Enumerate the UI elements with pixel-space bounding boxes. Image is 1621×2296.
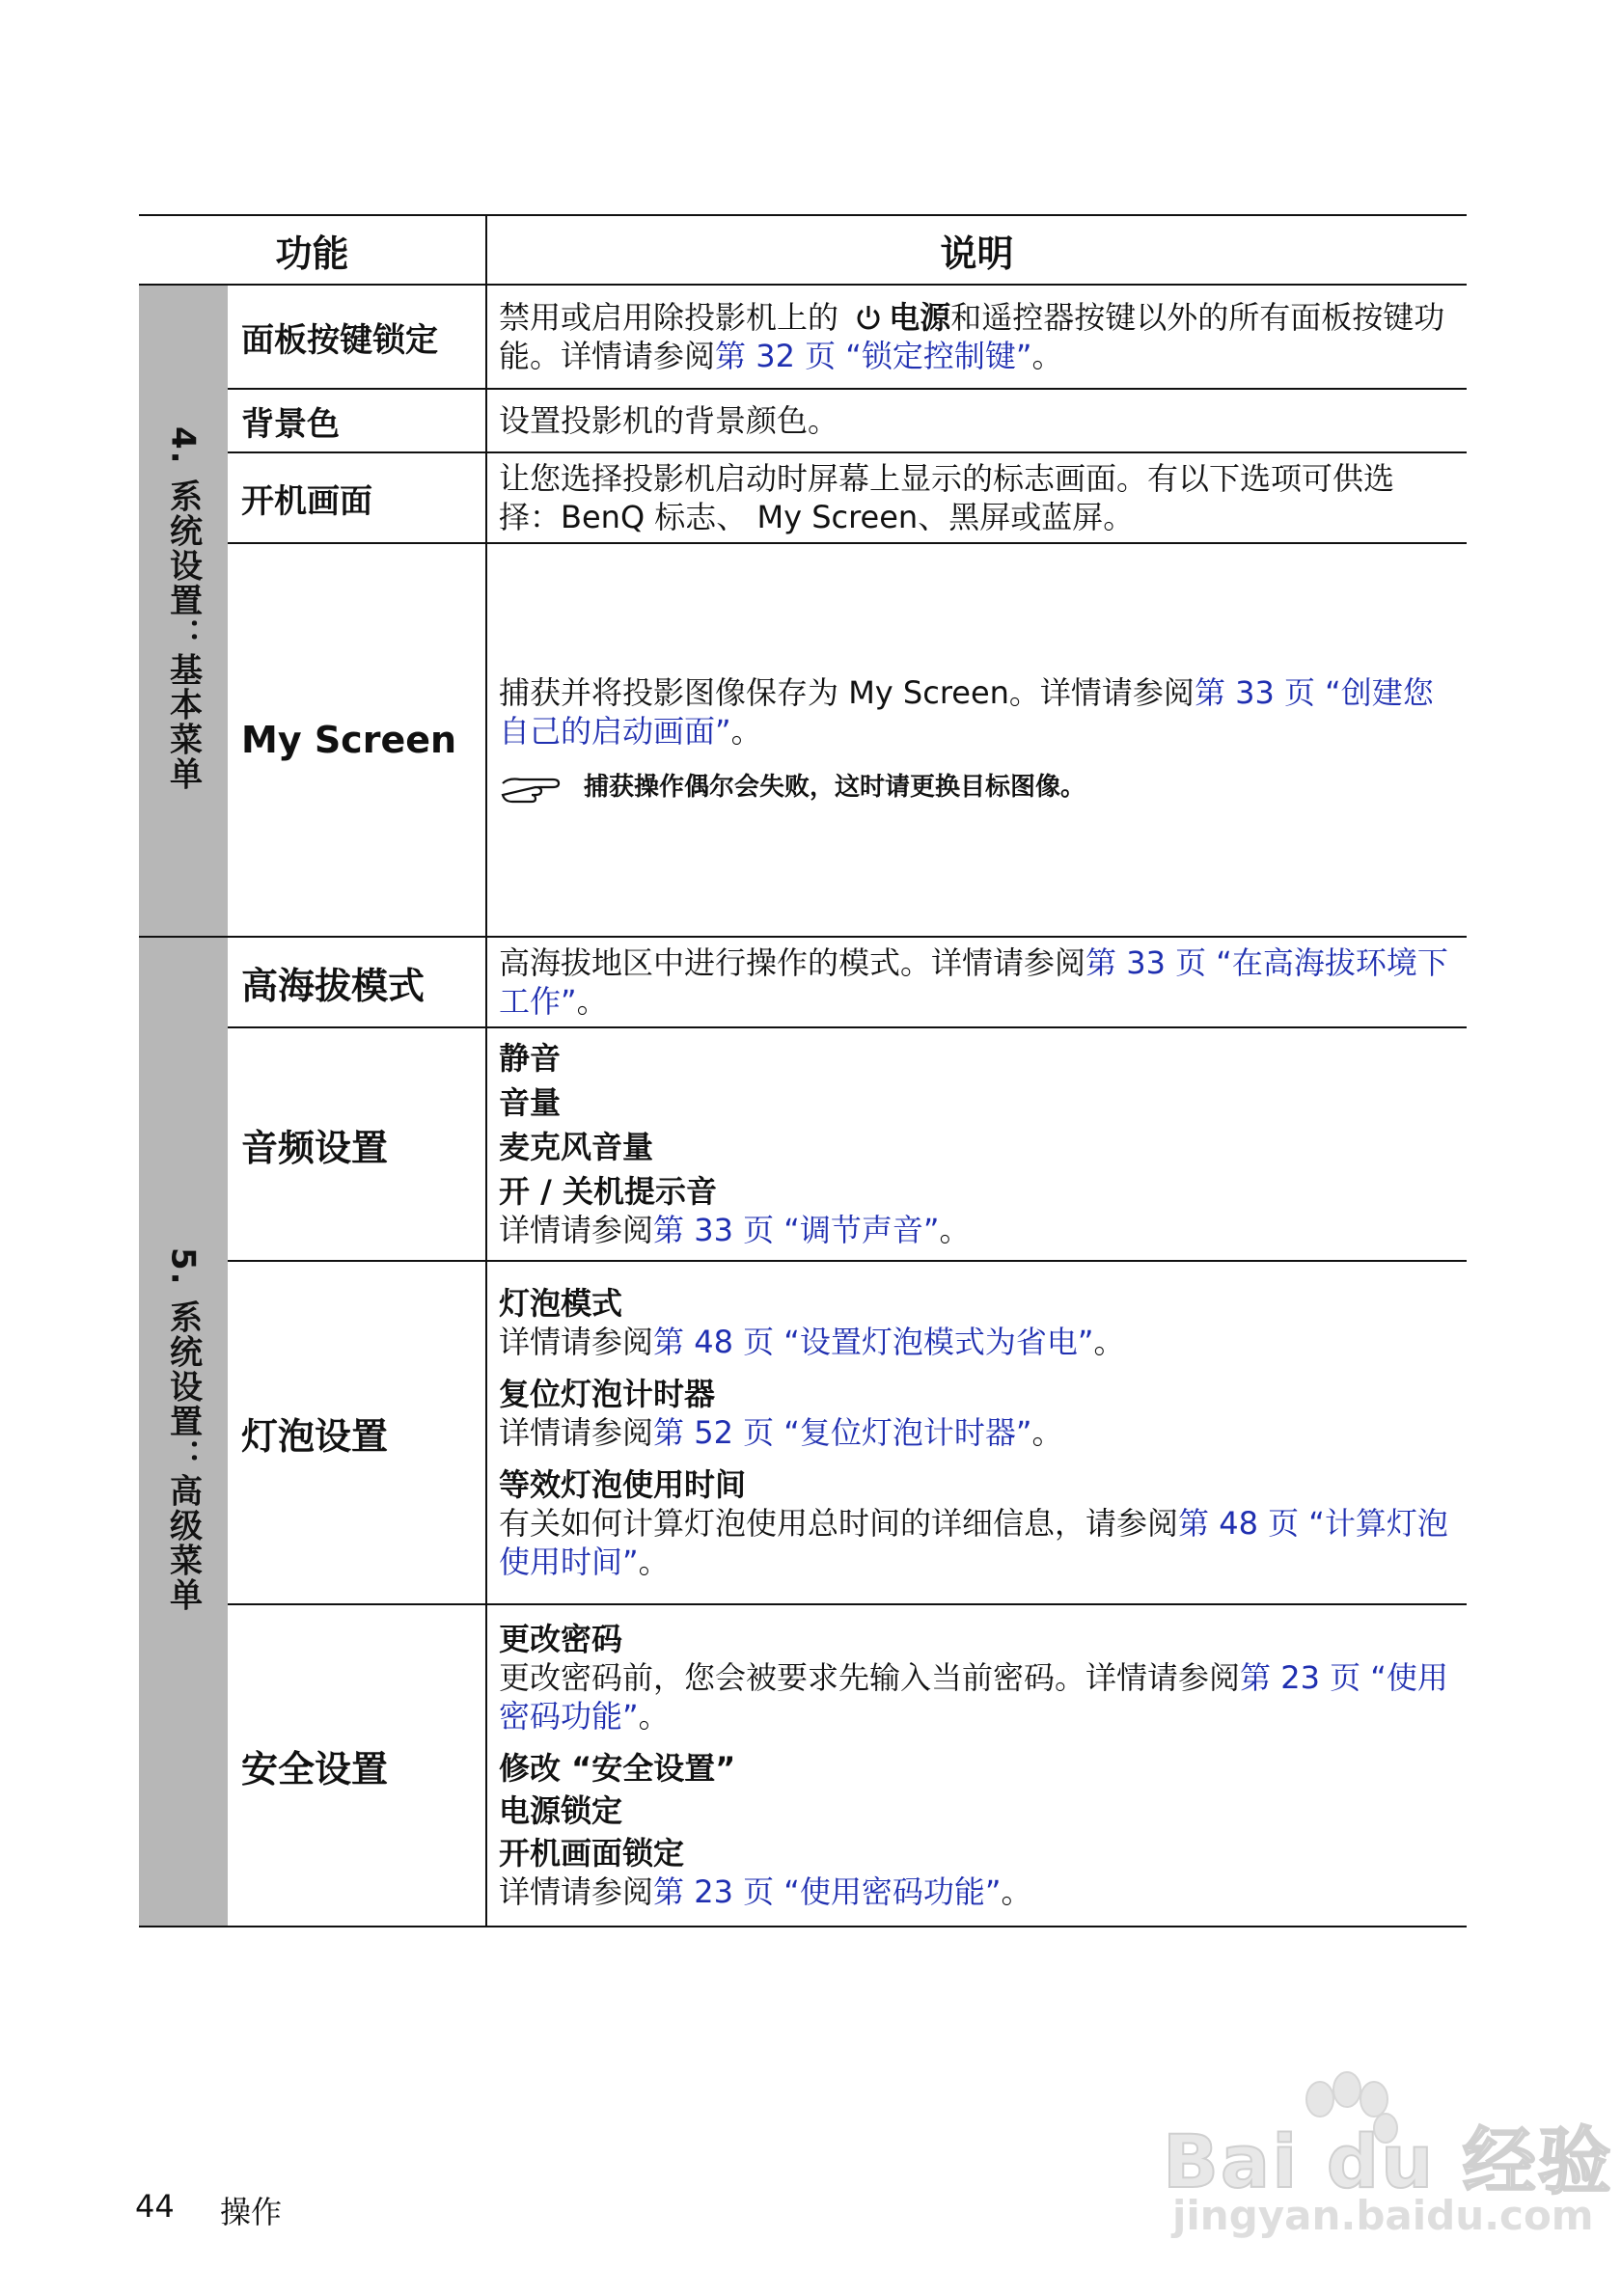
power-icon — [854, 303, 883, 332]
watermark-url: jingyan.baidu.com — [1172, 2192, 1594, 2239]
function-description: 禁用或启用除投影机上的 电源和遥控器按键以外的所有面板按键功能。详情请参阅第 32 页 “锁定控制键”。 — [486, 285, 1467, 389]
option-label: 开 / 关机提示音 — [499, 1173, 717, 1210]
table-row — [139, 543, 1467, 937]
function-table — [139, 214, 1467, 1927]
category-label: 5. 系统设置：高级菜单 — [163, 1246, 203, 1613]
function-description: 设置投影机的背景颜色。 — [486, 389, 1467, 452]
table-row — [139, 937, 1467, 1027]
page-link[interactable]: 第 33 页 “调节声音” — [653, 1212, 940, 1248]
function-description: 灯泡模式 详情请参阅第 48 页 “设置灯泡模式为省电”。 复位灯泡计时器 详情请参阅第 52 页 “复位灯泡计时器”。 等效灯泡使用时间 有关如何计算灯泡使用总时间的详细信息，请参阅第 48 页 “计算灯泡使用时间”。 — [486, 1261, 1467, 1604]
power-label: 电源 — [889, 299, 951, 336]
option-label: 灯泡模式 — [499, 1285, 623, 1322]
page-link[interactable]: 第 32 页 “锁定控制键” — [715, 338, 1032, 374]
function-description: 让您选择投影机启动时屏幕上显示的标志画面。有以下选项可供选择：BenQ 标志、 My Screen、黑屏或蓝屏。 — [486, 452, 1467, 543]
function-description: 更改密码 更改密码前，您会被要求先输入当前密码。详情请参阅第 23 页 “使用密码功能”。 修改 “安全设置” 电源锁定 开机画面锁定 详情请参阅第 23 页 “使用密码功能”。 — [486, 1604, 1467, 1927]
function-name: 安全设置 — [228, 1604, 486, 1927]
option-label: 静音 — [499, 1040, 562, 1077]
table-row — [139, 452, 1467, 543]
category-basic-menu — [139, 285, 228, 937]
category-label: 4. 系统设置：基本菜单 — [163, 425, 203, 792]
option-label: 修改 “安全设置” — [499, 1750, 736, 1787]
function-name: 开机画面 — [228, 452, 486, 543]
function-name: 灯泡设置 — [228, 1261, 486, 1604]
header-description: 说明 — [486, 215, 1467, 285]
header-function: 功能 — [139, 215, 486, 285]
page-link[interactable]: 第 33 页 “创建您自己的启动画面” — [499, 674, 1434, 750]
page-link[interactable]: 第 33 页 “在高海拔环境下工作” — [499, 944, 1448, 1020]
table-row — [139, 1027, 1467, 1261]
watermark-brand: Bai du 经验 — [1163, 2118, 1613, 2204]
page-link[interactable]: 第 52 页 “复位灯泡计时器” — [653, 1414, 1032, 1451]
function-name: 面板按键锁定 — [228, 285, 486, 389]
note: 捕获操作偶尔会失败，这时请更换目标图像。 — [499, 768, 1453, 806]
page-link[interactable]: 第 23 页 “使用密码功能” — [653, 1873, 1002, 1910]
table-row — [139, 1261, 1467, 1604]
table-row — [139, 285, 1467, 389]
option-label: 电源锁定 — [499, 1792, 623, 1829]
option-label: 麦克风音量 — [499, 1129, 654, 1165]
page-link[interactable]: 第 48 页 “设置灯泡模式为省电” — [653, 1324, 1094, 1360]
option-label: 复位灯泡计时器 — [499, 1376, 716, 1412]
table-row — [139, 1604, 1467, 1927]
option-label: 开机画面锁定 — [499, 1835, 685, 1872]
function-description: 静音 音量 麦克风音量 开 / 关机提示音 详情请参阅第 33 页 “调节声音”。 — [486, 1027, 1467, 1261]
option-label: 更改密码 — [499, 1621, 623, 1657]
option-label: 等效灯泡使用时间 — [499, 1466, 747, 1503]
table-header — [139, 215, 1467, 285]
function-description: 高海拔地区中进行操作的模式。详情请参阅第 33 页 “在高海拔环境下工作”。 — [486, 937, 1467, 1027]
option-label: 音量 — [499, 1084, 562, 1121]
function-name: 音频设置 — [228, 1027, 486, 1261]
page-link[interactable]: 第 48 页 “计算灯泡使用时间” — [499, 1505, 1448, 1580]
category-advanced-menu — [139, 937, 228, 1927]
page-link[interactable]: 第 23 页 “使用密码功能” — [499, 1659, 1448, 1735]
function-description: 捕获并将投影图像保存为 My Screen。详情请参阅第 33 页 “创建您自己的启动画面”。 捕获操作偶尔会失败，这时请更换目标图像。 — [486, 543, 1467, 937]
table-row — [139, 389, 1467, 452]
function-name: My Screen — [228, 543, 486, 937]
function-name: 高海拔模式 — [228, 937, 486, 1027]
function-name: 背景色 — [228, 389, 486, 452]
page-number: 44 — [135, 2188, 175, 2225]
pointing-hand-icon — [499, 770, 563, 805]
section-title: 操作 — [220, 2194, 283, 2230]
